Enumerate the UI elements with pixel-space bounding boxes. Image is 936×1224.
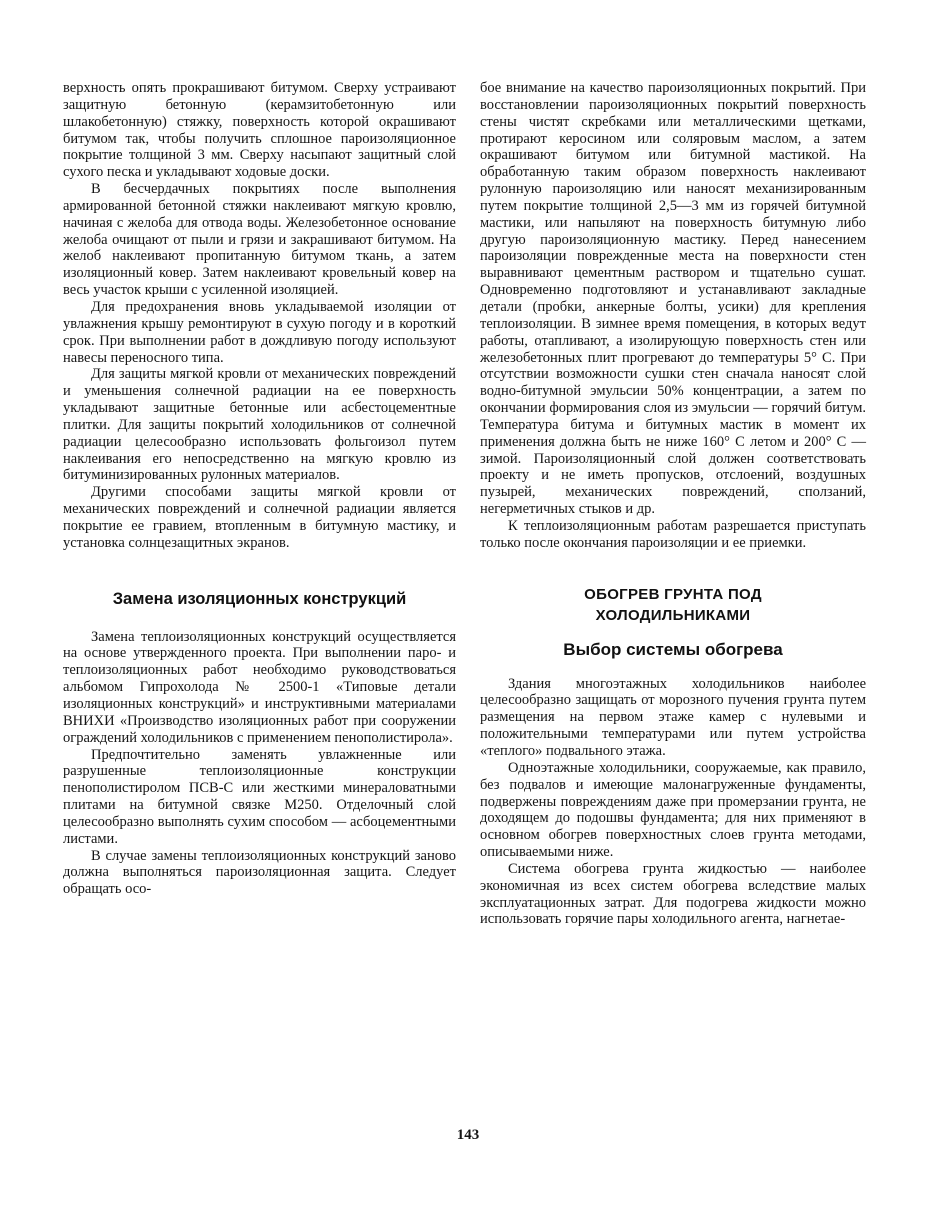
section-heading: Замена изоляционных конструкций xyxy=(112,589,407,608)
paragraph: Для защиты мягкой кровли от механических повреждений и уменьшения солнечной радиации на ее поверхность укладывают защитные бетонные или асбестоцементные плитки. Для защиты покрытий холодильников от солнечной радиации целесообразно использовать фольгоизол путем наклеивания его непосредственно на мягкую кровлю из битуминизированных рулонных материалов. xyxy=(63,366,456,484)
paragraph: верхность опять прокрашивают битумом. Сверху устраивают защитную бетонную (керамзитобетонную или шлакобетонную) стяжку, поверхность которой окрашивают битумом так, чтобы получить сплошное пароизоляционное покрытие толщиной 3 мм. Сверху насыпают защитный слой сухого песка и укладывают ходовые доски. xyxy=(63,80,456,181)
paragraph: Система обогрева грунта жидкостью — наиболее экономичная из всех систем обогрева вследствие малых эксплуатационных затрат. Для подогрева жидкости можно использовать горячие пары холодильного агента, нагнетае- xyxy=(480,860,866,928)
chapter-heading xyxy=(480,584,866,626)
paragraph: Одноэтажные холодильники, сооружаемые, как правило, без подвалов и имеющие малонагруженные фундаменты, подвержены повреждениям даже при промерзании грунта, не доходящем до подошвы фундамента; для них применяют в основном обогрев поверхностных слоев грунта методами, описываемыми ниже. xyxy=(480,759,866,861)
paragraph: бое внимание на качество пароизоляционных покрытий. При восстановлении пароизоляционных покрытий поверхность стены чистят скребками или металлическими щетками, протирают керосином или соляровым маслом, а затем окрашивают битумом или битумной мастикой. На обработанную таким образом поверхность наклеивают рулонную пароизоляцию или наносят механизированным путем покрытие толщиной 2,5—3 мм из горячей битумной мастики, или напыляют на поверхность битумную либо другую пароизоляционную мастику. Перед нанесением пароизоляции поврежденные места на поверхности стен выравнивают цементным раствором и тщательно сушат. Одновременно подготовляют и устанавливают закладные детали (пробки, анкерные болты, усики) для крепления теплоизоляции. В зимнее время помещения, в которых ведут работы, отапливают, а изолирующую поверхность стен или железобетонных плит прогревают до температуры 5° С. При отсутствии возможности сушки стен сначала наносят слой водно-битумной эмульсии 50% концентрации, а затем по окончании формирования слоя из эмульсии — горячий битум. Температура битума и битумных мастик в момент их применения должна быть не ниже 160° С летом и 200° С — зимой. Пароизоляционный слой должен соответствовать проекту и не иметь пропусков, отслоений, воздушных пузырей, механических повреждений, сползаний, негерметичных стыков и др. xyxy=(480,80,866,518)
paragraph: Предпочтительно заменять увлажненные или разрушенные теплоизоляционные конструкции пенополистиролом ПСВ-С или жесткими минераловатными плитами на битумной связке М250. Отделочный слой целесообразно выполнять сухим способом — асбоцементными листами. xyxy=(63,746,456,847)
paragraph: В бесчердачных покрытиях после выполнения армированной бетонной стяжки наклеивают мягкую кровлю, начиная с желоба для отвода воды. Железобетонное основание желоба очищают от пыли и грязи и закрашивают битумом. На желоб наклеивают пропитанную битумом ткань, а затем изоляционный ковер. Затем наклеивают кровельный ковер на весь участок крыши с усиленной изоляцией. xyxy=(63,181,456,299)
chapter-heading-line-2: ХОЛОДИЛЬНИКАМИ xyxy=(595,606,751,624)
paragraph: В случае замены теплоизоляционных конструкций заново должна выполняться пароизоляционная защита. Следует обращать осо- xyxy=(63,847,456,898)
paragraph: Другими способами защиты мягкой кровли от механических повреждений и солнечной радиации является покрытие ее гравием, втопленным в битумную мастику, и установка солнцезащитных экранов. xyxy=(63,484,456,551)
right-column xyxy=(480,80,866,928)
paragraph: Для предохранения вновь укладываемой изоляции от увлажнения крышу ремонтируют в сухую погоду и в короткий срок. При выполнении работ в дождливую погоду используют навесы переносного типа. xyxy=(63,298,456,366)
left-column xyxy=(63,80,456,898)
paragraph: Здания многоэтажных холодильников наиболее целесообразно защищать от морозного пучения грунта путем размещения на первом этаже камер с нулевыми и положительными температурами или путем устройства «теплого» подвального этажа. xyxy=(480,675,866,759)
paragraph: К теплоизоляционным работам разрешается приступать только после окончания пароизоляции и ее приемки. xyxy=(480,517,866,551)
chapter-heading-line-1: ОБОГРЕВ ГРУНТА ПОД xyxy=(584,585,762,603)
paragraph: Замена теплоизоляционных конструкций осуществляется на основе утвержденного проекта. При выполнении паро- и теплоизоляционных работ необходимо руководствоваться альбомом Гипрохолода № 2500-1 «Типовые детали изоляционных конструкций» и инструктивными материалами ВНИХИ «Производство изоляционных работ при сооружении ограждений холодильников с применением пенополистирола». xyxy=(63,628,456,746)
section-heading: Выбор системы обогрева xyxy=(563,639,783,659)
page-number: 143 xyxy=(456,1127,480,1143)
